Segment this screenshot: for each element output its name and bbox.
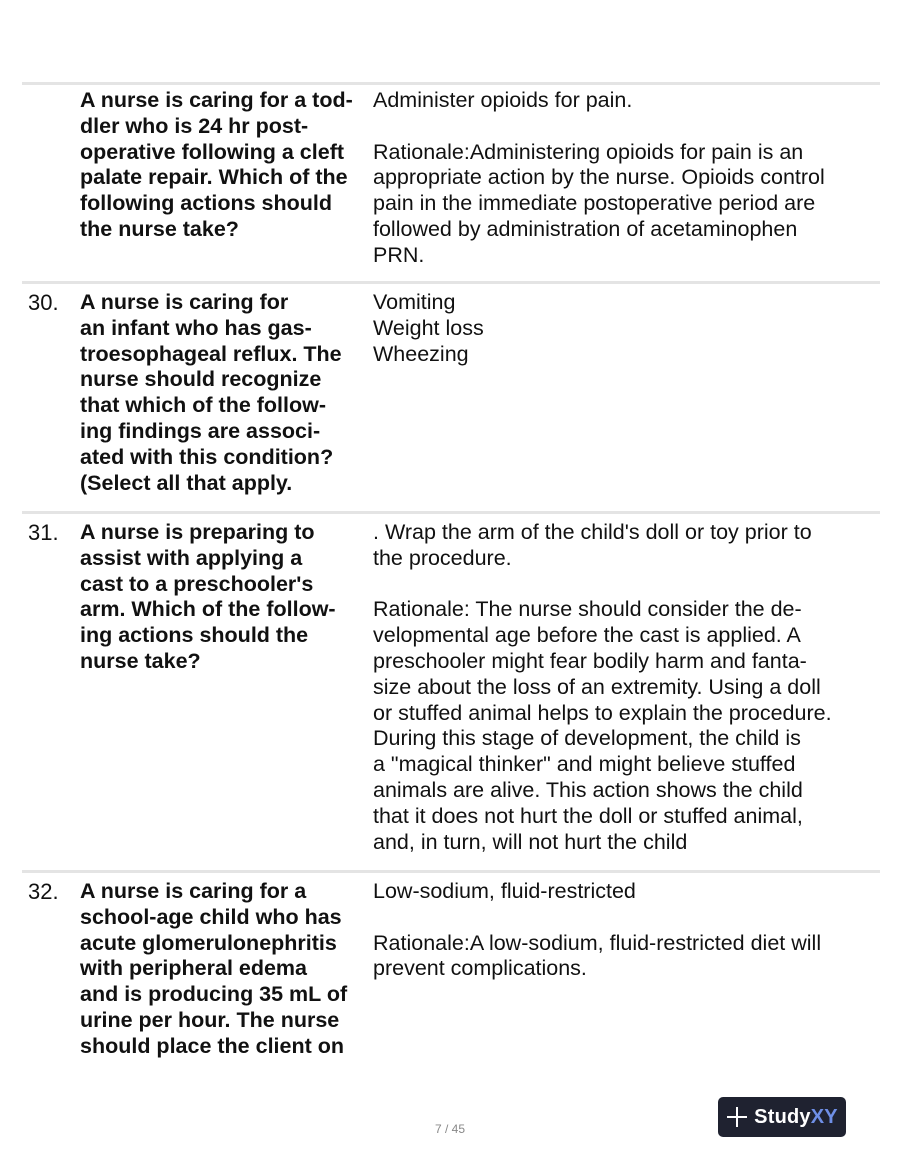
answer-line: . Wrap the arm of the child's doll or toy prior to	[373, 520, 812, 544]
answer-paragraph	[373, 290, 868, 367]
question-line: ing findings are associ-	[80, 418, 321, 443]
answer-line: a "magical thinker" and might believe stuffed	[373, 752, 796, 777]
question-text	[80, 520, 370, 675]
answer-line: Rationale: The nurse should consider the de-	[373, 597, 802, 622]
card-number: 31.	[28, 520, 59, 545]
answer-text	[373, 88, 868, 269]
answer-paragraph	[373, 520, 868, 572]
answer-text	[373, 879, 868, 982]
question-line: urine per hour. The nurse	[80, 1007, 340, 1032]
divider	[22, 870, 880, 873]
question-line: that which of the follow-	[80, 393, 327, 418]
rationale-paragraph	[373, 931, 868, 983]
answer-line: velopmental age before the cast is applied. A	[373, 623, 801, 648]
page-indicator: 7 / 45	[434, 1122, 466, 1136]
answer-line: animals are alive. This action shows the child	[373, 777, 803, 802]
question-line: with peripheral edema	[80, 956, 308, 981]
answer-line: Wheezing	[373, 341, 469, 366]
question-line: arm. Which of the follow-	[80, 597, 336, 622]
answer-line: During this stage of development, the child is	[373, 726, 801, 751]
question-line: assist with applying a	[80, 545, 303, 570]
question-text	[80, 879, 370, 1060]
question-line: should place the client on	[80, 1033, 345, 1058]
card-number: 30.	[28, 290, 59, 315]
question-line: acute glomerulonephritis	[80, 930, 337, 955]
answer-line: PRN.	[373, 242, 425, 267]
answer-line: Low-sodium, fluid-restricted	[373, 879, 636, 903]
answer-text	[373, 520, 868, 855]
divider	[22, 511, 880, 514]
question-line: nurse take?	[80, 648, 201, 673]
question-line: an infant who has gas-	[80, 315, 312, 340]
answer-line: Administer opioids for pain.	[373, 88, 633, 112]
brand-name-accent: XY	[810, 1105, 838, 1128]
question-line: following actions should	[80, 191, 333, 216]
question-line: A nurse is caring for	[80, 290, 289, 314]
answer-text	[373, 290, 868, 367]
question-line: the nurse take?	[80, 216, 239, 241]
brand-name	[754, 1106, 838, 1129]
question-line: cast to a preschooler's	[80, 571, 314, 596]
question-line: ated with this condition?	[80, 444, 334, 469]
question-line: nurse should recognize	[80, 367, 322, 392]
rationale-paragraph	[373, 140, 868, 269]
answer-line: Rationale:A low-sodium, fluid-restricted diet will	[373, 930, 822, 955]
brand-name-main: Study	[754, 1105, 811, 1128]
question-line: ing actions should the	[80, 623, 309, 648]
question-line: palate repair. Which of the	[80, 165, 348, 190]
question-line: troesophageal reflux. The	[80, 341, 342, 366]
answer-line: preschooler might fear bodily harm and fanta-	[373, 648, 807, 673]
answer-line: Rationale:Administering opioids for pain is an	[373, 139, 804, 164]
studyxy-logo[interactable]	[718, 1097, 846, 1137]
question-line: dler who is 24 hr post-	[80, 113, 309, 138]
question-line: A nurse is caring for a tod-	[80, 88, 353, 112]
question-line: (Select all that apply.	[80, 470, 293, 495]
question-line: operative following a cleft	[80, 139, 345, 164]
answer-line: followed by administration of acetaminophen	[373, 216, 798, 241]
rationale-paragraph	[373, 597, 868, 855]
answer-line: prevent complications.	[373, 956, 587, 981]
answer-line: pain in the immediate postoperative period are	[373, 191, 816, 216]
answer-line: appropriate action by the nurse. Opioids control	[373, 165, 825, 190]
question-text	[80, 88, 370, 243]
plus-icon	[726, 1106, 748, 1128]
question-line: and is producing 35 mL of	[80, 982, 348, 1007]
question-line: school-age child who has	[80, 904, 342, 929]
divider	[22, 82, 880, 85]
answer-line: Vomiting	[373, 290, 456, 314]
question-line: A nurse is preparing to	[80, 520, 315, 544]
answer-line: Weight loss	[373, 315, 484, 340]
answer-line: and, in turn, will not hurt the child	[373, 829, 688, 854]
question-line: A nurse is caring for a	[80, 879, 307, 903]
answer-line: size about the loss of an extremity. Using a doll	[373, 674, 821, 699]
answer-line: the procedure.	[373, 545, 512, 570]
answer-paragraph	[373, 879, 868, 905]
divider	[22, 281, 880, 284]
answer-line: or stuffed animal helps to explain the procedure.	[373, 700, 832, 725]
card-number: 32.	[28, 879, 59, 904]
answer-line: that it does not hurt the doll or stuffed animal,	[373, 803, 803, 828]
answer-paragraph	[373, 88, 868, 114]
question-text	[80, 290, 370, 496]
